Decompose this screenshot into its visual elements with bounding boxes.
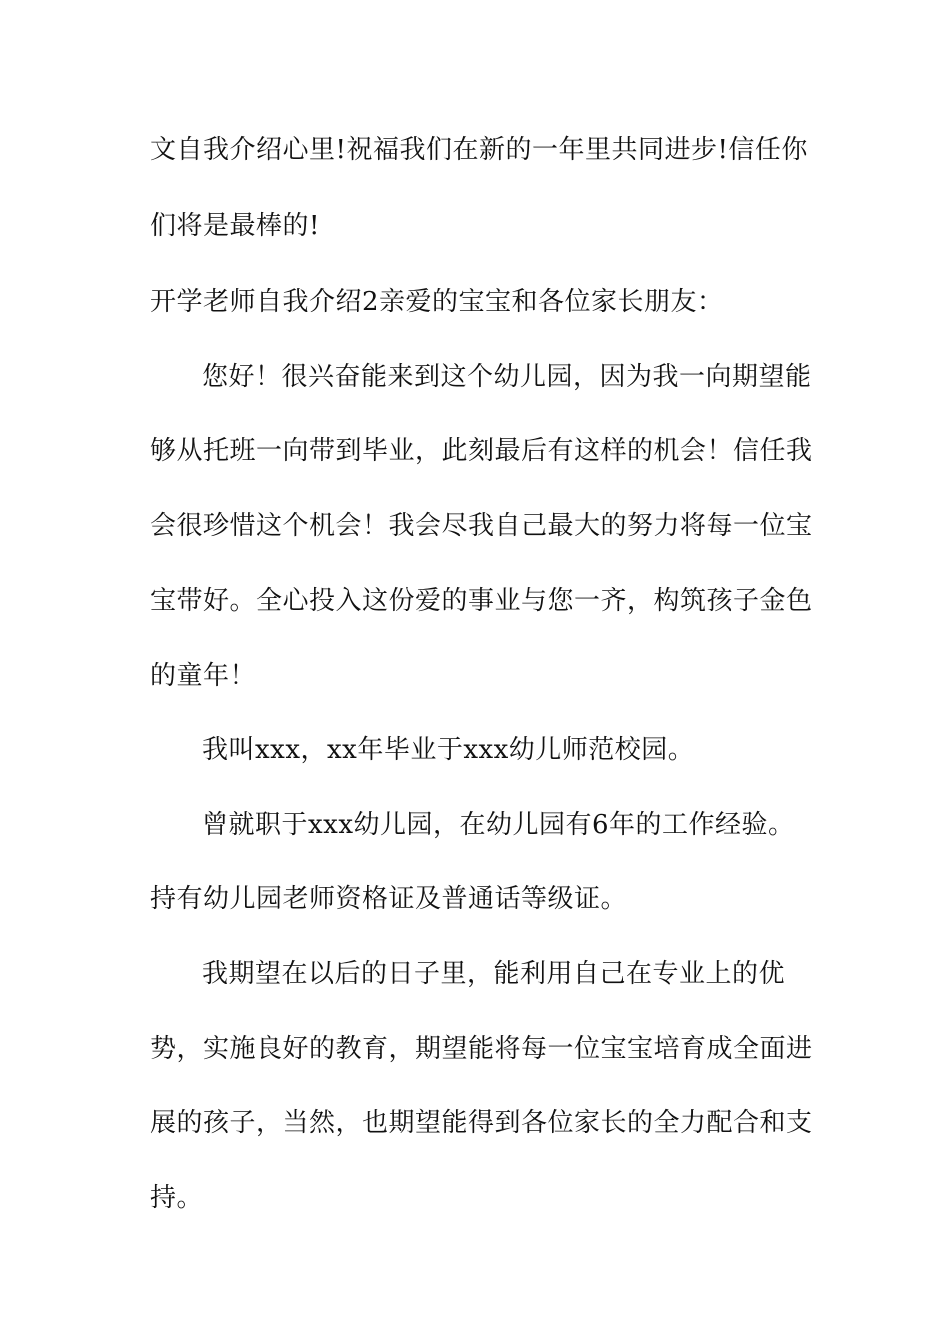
text-line: 文自我介绍心里!祝福我们在新的一年里共同进步!信任你 <box>150 135 808 165</box>
paragraph-line: 持有幼儿园老师资格证及普通话等级证。 <box>150 884 628 914</box>
paragraph-line: 您好！很兴奋能来到这个幼儿园，因为我一向期望能 <box>202 362 812 392</box>
paragraph-line: 势，实施良好的教育，期望能将每一位宝宝培育成全面进 <box>150 1034 813 1064</box>
paragraph-line: 持。 <box>150 1183 204 1213</box>
paragraph-line: 宝带好。全心投入这份爱的事业与您一齐，构筑孩子金色 <box>150 586 813 616</box>
paragraph-line: 会很珍惜这个机会！我会尽我自己最大的努力将每一位宝 <box>150 511 813 541</box>
paragraph-line: 我期望在以后的日子里，能利用自己在专业上的优 <box>202 959 786 989</box>
paragraph-line: 展的孩子，当然，也期望能得到各位家长的全力配合和支 <box>150 1108 813 1138</box>
section-heading: 开学老师自我介绍2亲爱的宝宝和各位家长朋友： <box>150 287 724 317</box>
paragraph-line: 曾就职于xxx幼儿园，在幼儿园有6年的工作经验。 <box>202 810 795 840</box>
paragraph-line: 够从托班一向带到毕业，此刻最后有这样的机会！信任我 <box>150 436 813 466</box>
paragraph-line: 的童年！ <box>150 661 257 691</box>
text-line: 们将是最棒的! <box>150 211 320 241</box>
paragraph-line: 我叫xxx，xx年毕业于xxx幼儿师范校园。 <box>202 735 695 765</box>
